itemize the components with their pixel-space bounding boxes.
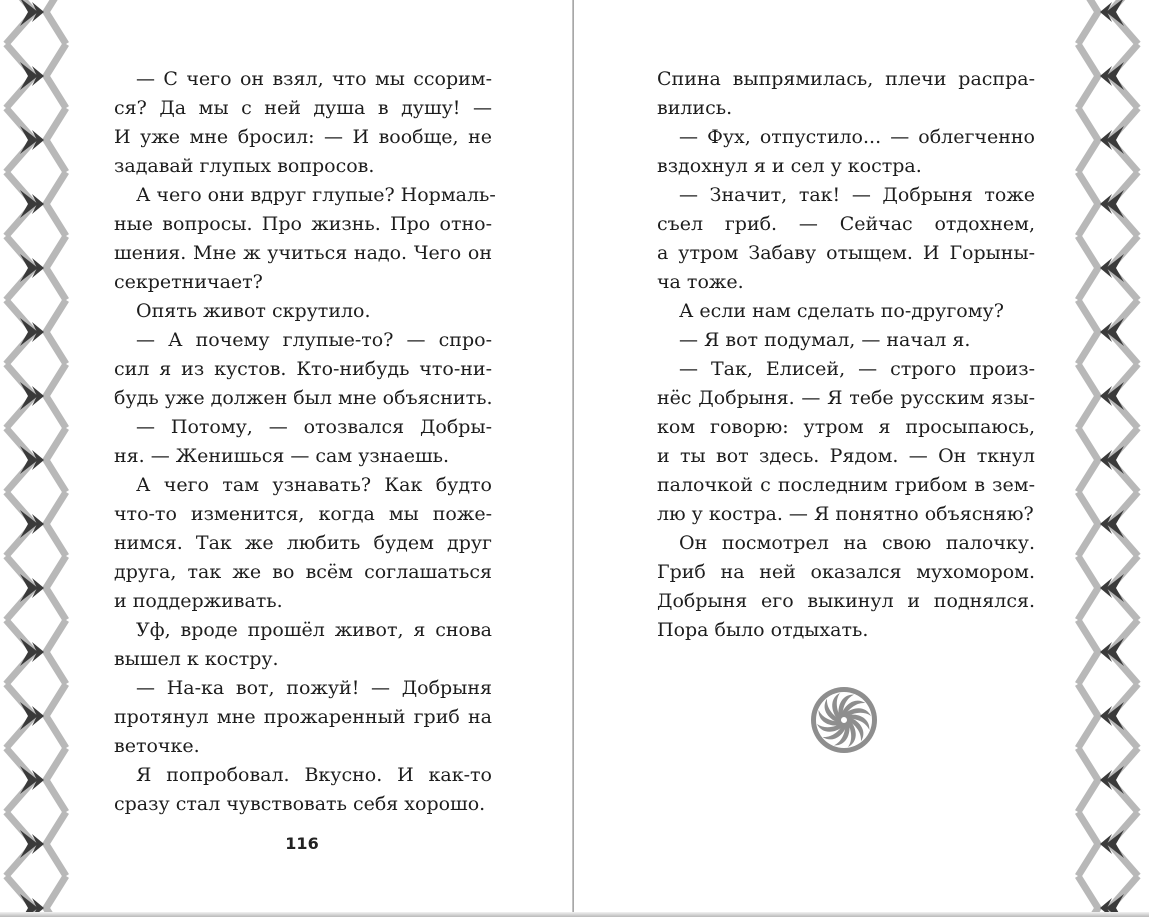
text-line: ком говорю: утром я просыпаюсь, [657, 416, 1035, 438]
page-bottom-edge [0, 912, 1149, 917]
text-line: будь уже должен был мне объяснить. [114, 387, 493, 409]
text-line: А если нам сделать по-другому? [679, 300, 1004, 322]
text-line: ся? Да мы с ней душа в душу! — [114, 97, 492, 119]
chevron-border-left-icon [0, 0, 70, 917]
text-line: секретничает? [114, 271, 263, 293]
text-line: палочкой с последним грибом в зем- [657, 474, 1035, 496]
text-line: вышел к костру. [114, 648, 279, 670]
left-page-text [114, 65, 496, 819]
text-line: Уф, вроде прошёл живот, я снова [136, 619, 492, 641]
text-line: нимся. Так же любить будем друг [114, 532, 492, 554]
text-line: ные вопросы. Про жизнь. Про отно- [114, 213, 492, 235]
text-line: — С чего он взял, что мы ссорим- [136, 68, 492, 90]
text-line: — Так, Елисей, — строго произ- [679, 358, 1035, 380]
right-page-text [657, 65, 1035, 645]
text-line: — Потому, — отозвался Добры- [136, 416, 492, 438]
text-line: — А почему глупые-то? — спро- [136, 329, 492, 351]
text-line: — Я вот подумал, — начал я. [679, 329, 971, 351]
text-line: шения. Мне ж учиться надо. Чего он [114, 242, 492, 264]
text-line: друга, так же во всём соглашаться [114, 561, 492, 583]
text-line: Я попробовал. Вкусно. И как-то [136, 764, 492, 786]
text-line: веточке. [114, 735, 200, 757]
text-line: — Фух, отпустило... — облегченно [679, 126, 1035, 148]
text-line: Пора было отдыхать. [657, 619, 869, 641]
text-line: А чего они вдруг глупые? Нормаль- [136, 184, 496, 206]
swirl-rosette-icon [808, 684, 880, 756]
text-line: Опять живот скрутило. [136, 300, 371, 322]
text-line: а утром Забаву отыщем. И Горыны- [657, 242, 1035, 264]
text-line: ня. — Женишься — сам узнаешь. [114, 445, 450, 467]
text-line: — Значит, так! — Добрыня тоже [679, 184, 1035, 206]
text-line: нёс Добрыня. — Я тебе русским язы- [657, 387, 1035, 409]
text-line: Спина выпрямилась, плечи распра- [657, 68, 1035, 90]
text-line: Гриб на ней оказался мухомором. [657, 561, 1035, 583]
text-line: сил я из кустов. Кто-нибудь что-ни- [114, 358, 492, 380]
text-line: Он посмотрел на свою палочку. [679, 532, 1035, 554]
text-line: вздохнул я и сел у костра. [657, 155, 922, 177]
text-line: и поддерживать. [114, 590, 283, 612]
text-line: задавай глупых вопросов. [114, 155, 375, 177]
text-line: и ты вот здесь. Рядом. — Он ткнул [657, 445, 1035, 467]
text-line: ча тоже. [657, 271, 744, 293]
book-spine [572, 0, 574, 917]
page-number: 116 [285, 834, 319, 853]
text-line: Добрыня его выкинул и поднялся. [657, 590, 1035, 612]
text-line: протянул мне прожаренный гриб на [114, 706, 492, 728]
text-line: сразу стал чувствовать себя хорошо. [114, 793, 486, 815]
chevron-border-right-icon [1074, 0, 1144, 917]
text-line: А чего там узнавать? Как будто [136, 474, 492, 496]
text-line: вились. [657, 97, 733, 119]
text-line: лю у костра. — Я понятно объясняю? [657, 503, 1034, 525]
text-line: что-то изменится, когда мы поже- [114, 503, 492, 525]
text-line: съел гриб. — Сейчас отдохнем, [657, 213, 1035, 235]
text-line: — На-ка вот, пожуй! — Добрыня [136, 677, 492, 699]
text-line: И уже мне бросил: — И вообще, не [114, 126, 492, 148]
